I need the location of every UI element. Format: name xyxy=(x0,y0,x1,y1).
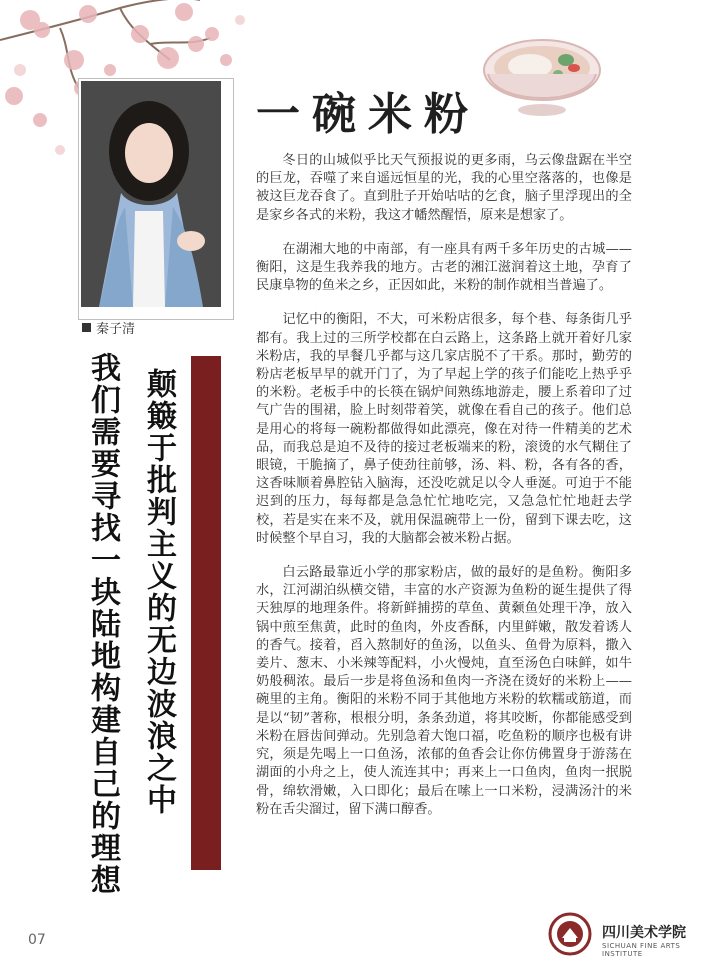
vertical-quote-right: 颠簸于批判主义的无边波浪之中 xyxy=(141,368,176,816)
noodle-bowl-illustration xyxy=(470,20,610,130)
article-paragraph: 记忆中的衡阳，不大，可米粉店很多，每个巷、每条街几乎都有。我上过的三所学校都在白云路上，这条路上就开着好几家米粉店，我的早餐几乎都与这几家店脱不了干系。那时，勤劳的粉店老板早早的就开门了，为了早起上学的孩子们能吃上热乎乎的米粉。老板手中的长筷在锅炉间熟练地游走，腰上系着印了过气广告的围裙，脸上时刻带着笑，就像在看自己的孩子。他们总是用心的将每一碗粉都做得如此漂亮，像在对待一件精美的艺术品，而我总是迫不及待的接过老板端来的粉，滚烫的水气糊住了眼镜，干脆摘了，鼻子使劲往前够，汤、料、粉，各有各的香，这香味顺着鼻腔钻入脑海，还没吃就足以令人垂涎。可迫于不能迟到的压力，每每都是急急忙忙地吃完，又急急忙忙地赶去学校，若是实在来不及，就用保温碗带上一份，留到下课去吃，这时候整个早自习，我的大脑都会被米粉占据。 xyxy=(256,312,632,546)
portrait-illustration xyxy=(81,81,221,307)
author-photo xyxy=(81,81,221,307)
article-title: 一碗米粉 xyxy=(256,89,480,140)
author-name: 秦子清 xyxy=(96,322,136,337)
article-paragraph: 白云路最靠近小学的那家粉店，做的最好的是鱼粉。衡阳多水，江河湖泊纵横交错，丰富的水产资源为鱼粉的诞生提供了得天独厚的地理条件。将新鲜捕捞的草鱼、黄颡鱼处理干净，放入锅中煎至焦黄，此时的鱼肉，外皮香酥，内里鲜嫩，散发着诱人的香气。接着，舀入熬制好的鱼汤，以鱼头、鱼骨为原料，撒入姜片、葱末、小米辣等配料，小火慢炖，直至汤色白味鲜，如牛奶般稠浓。最后一步是将鱼汤和鱼肉一齐浇在烫好的米粉上——碗里的主角。衡阳的米粉不同于其他地方米粉的软糯或筋道，而是以“韧”著称，根根分明，条条劲道，将其咬断，你都能感受到米粉在唇齿间弹动。先别急着大饱口福，吃鱼粉的顺序也极有讲究，须是先喝上一口鱼汤，浓郁的鱼香会让你仿佛置身于游荡在湖面的小舟之上，使人流连其中；再来上一口鱼肉，鱼肉一抿脱骨，绵软滑嫩，入口即化；最后在嗦上一口米粉，浸满汤汁的米粉在舌尖溜过，留下满口醇香。 xyxy=(256,565,632,817)
article-paragraph: 冬日的山城似乎比天气预报说的更多雨，乌云像盘踞在半空的巨龙，吞噬了来自遥远恒星的光，我的心里空落落的，也像是被这巨龙吞食了。直到肚子开始咕咕的乞食，脑子里浮现出的全是家乡各式的米粉，我这才幡然醒悟，原来是想家了。 xyxy=(256,153,632,223)
vertical-quote-left: 我们需要寻找一块陆地构建自己的理想 xyxy=(85,352,120,896)
article-paragraph: 在湖湘大地的中南部，有一座具有两千多年历史的古城——衡阳，这是生我养我的地方。古老的湘江滋润着这土地，孕育了民康阜物的鱼米之乡，正因如此，米粉的制作就相当普遍了。 xyxy=(256,241,632,294)
article-body xyxy=(256,152,632,835)
author-photo-frame xyxy=(78,78,234,320)
school-name-english: SICHUAN FINE ARTS INSTITUTE xyxy=(602,942,681,958)
author-caption xyxy=(82,318,135,337)
school-name: 四川美术学院 xyxy=(602,925,686,941)
square-bullet-icon xyxy=(82,323,91,332)
accent-bar xyxy=(191,356,221,870)
page-number: 07 xyxy=(28,932,46,948)
